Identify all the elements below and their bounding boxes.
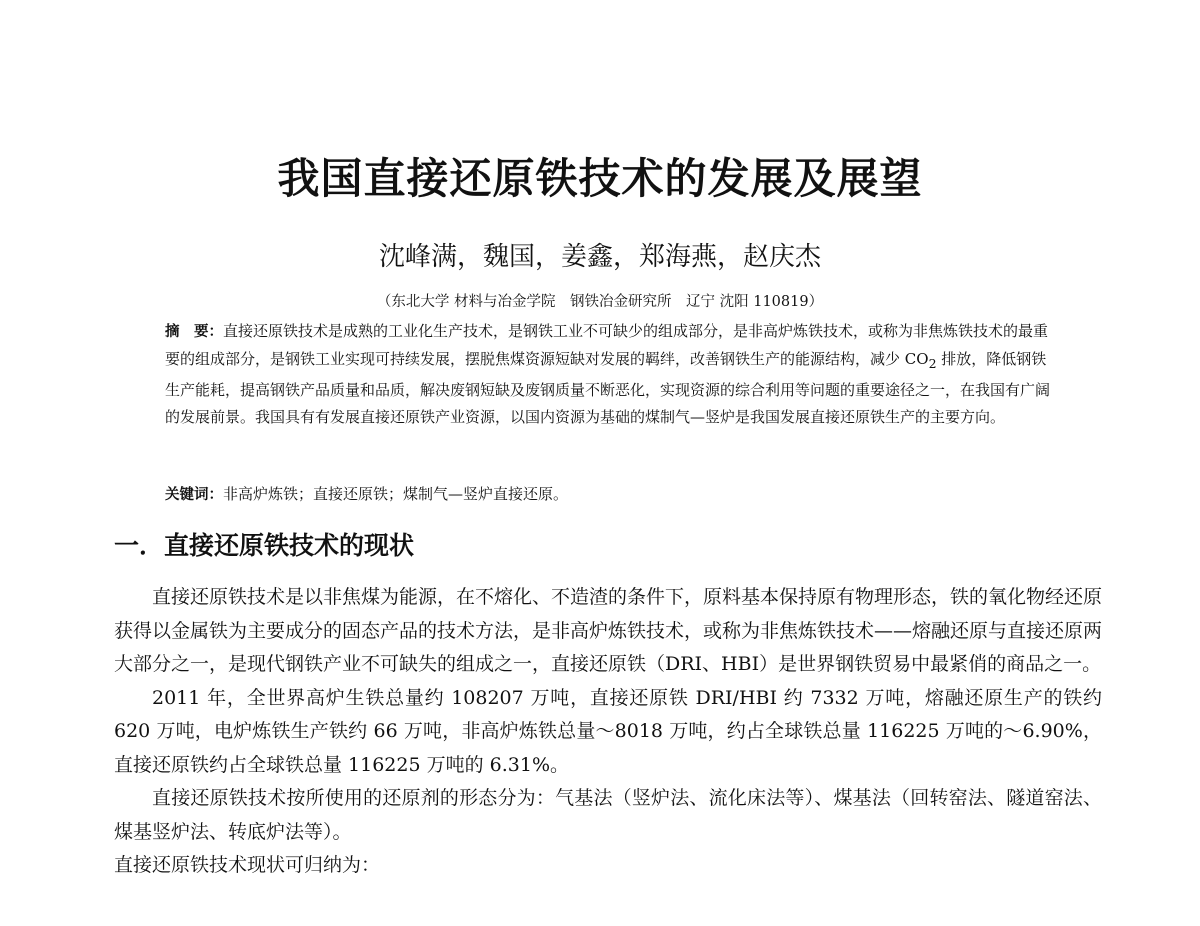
- body-paragraph: 直接还原铁技术是以非焦煤为能源，在不熔化、不造渣的条件下，原料基本保持原有物理形态，铁的氧化物经还原获得以金属铁为主要成分的固态产品的技术方法，是非高炉炼铁技术，或称为非焦炼铁技术——熔融还原与直接还原两大部分之一，是现代钢铁产业不可缺失的组成之一，直接还原铁（DRI、HBI）是世界钢铁贸易中最紧俏的商品之一。: [114, 586, 1103, 675]
- keywords: [165, 483, 1055, 506]
- abstract: [165, 318, 1055, 430]
- abstract-text-part1: 直接还原铁技术是成熟的工业化生产技术，是钢铁工业不可缺少的组成部分，是非高炉炼铁技术，或称为非焦炼铁技术的最重要的组成部分，是钢铁工业实现可持续发展，摆脱焦煤资源短缺对发展的羁绊，改善钢铁生产的能源结构，减少 CO: [165, 322, 1049, 368]
- closing-line: 直接还原铁技术现状可归纳为：: [114, 854, 381, 876]
- keywords-text: 非高炉炼铁；直接还原铁；煤制气—竖炉直接还原。: [223, 485, 569, 503]
- paper-title: 我国直接还原铁技术的发展及展望: [277, 154, 923, 203]
- keywords-label: 关键词：: [165, 487, 223, 503]
- section-heading: 一．直接还原铁技术的现状: [114, 531, 415, 560]
- abstract-label: 摘 要：: [165, 324, 223, 340]
- section-body: [114, 581, 1102, 883]
- author-list: 沈峰满，魏国，姜鑫，郑海燕，赵庆杰: [378, 242, 821, 272]
- abstract-subscript: 2: [928, 355, 937, 371]
- abstract-text-part2: 排放，降低钢铁生产能耗，提高钢铁产品质量和品质，解决废钢短缺及废钢质量不断恶化，实现资源的综合利用等问题的重要途径之一，在我国有广阔的发展前景。我国具有有发展直接还原铁产业资源，以国内资源为基础的煤制气—竖炉是我国发展直接还原铁生产的主要方向。: [165, 349, 1051, 426]
- body-paragraph: 直接还原铁技术按所使用的还原剂的形态分为：气基法（竖炉法、流化床法等）、煤基法（回转窑法、隧道窑法、煤基竖炉法、转底炉法等）。: [114, 787, 1102, 843]
- body-paragraph: 2011 年，全世界高炉生铁总量约 108207 万吨，直接还原铁 DRI/HBI 约 7332 万吨，熔融还原生产的铁约 620 万吨，电炉炼铁生产铁约 66 万吨，非高炉炼铁总量～8018 万吨，约占全球铁总量 116225 万吨的～6.90%，直接还原铁约占全球铁总量 116225 万吨的 6.31%。: [114, 686, 1102, 776]
- affiliation: （东北大学 材料与冶金学院 钢铁冶金研究所 辽宁 沈阳 110819）: [376, 294, 824, 310]
